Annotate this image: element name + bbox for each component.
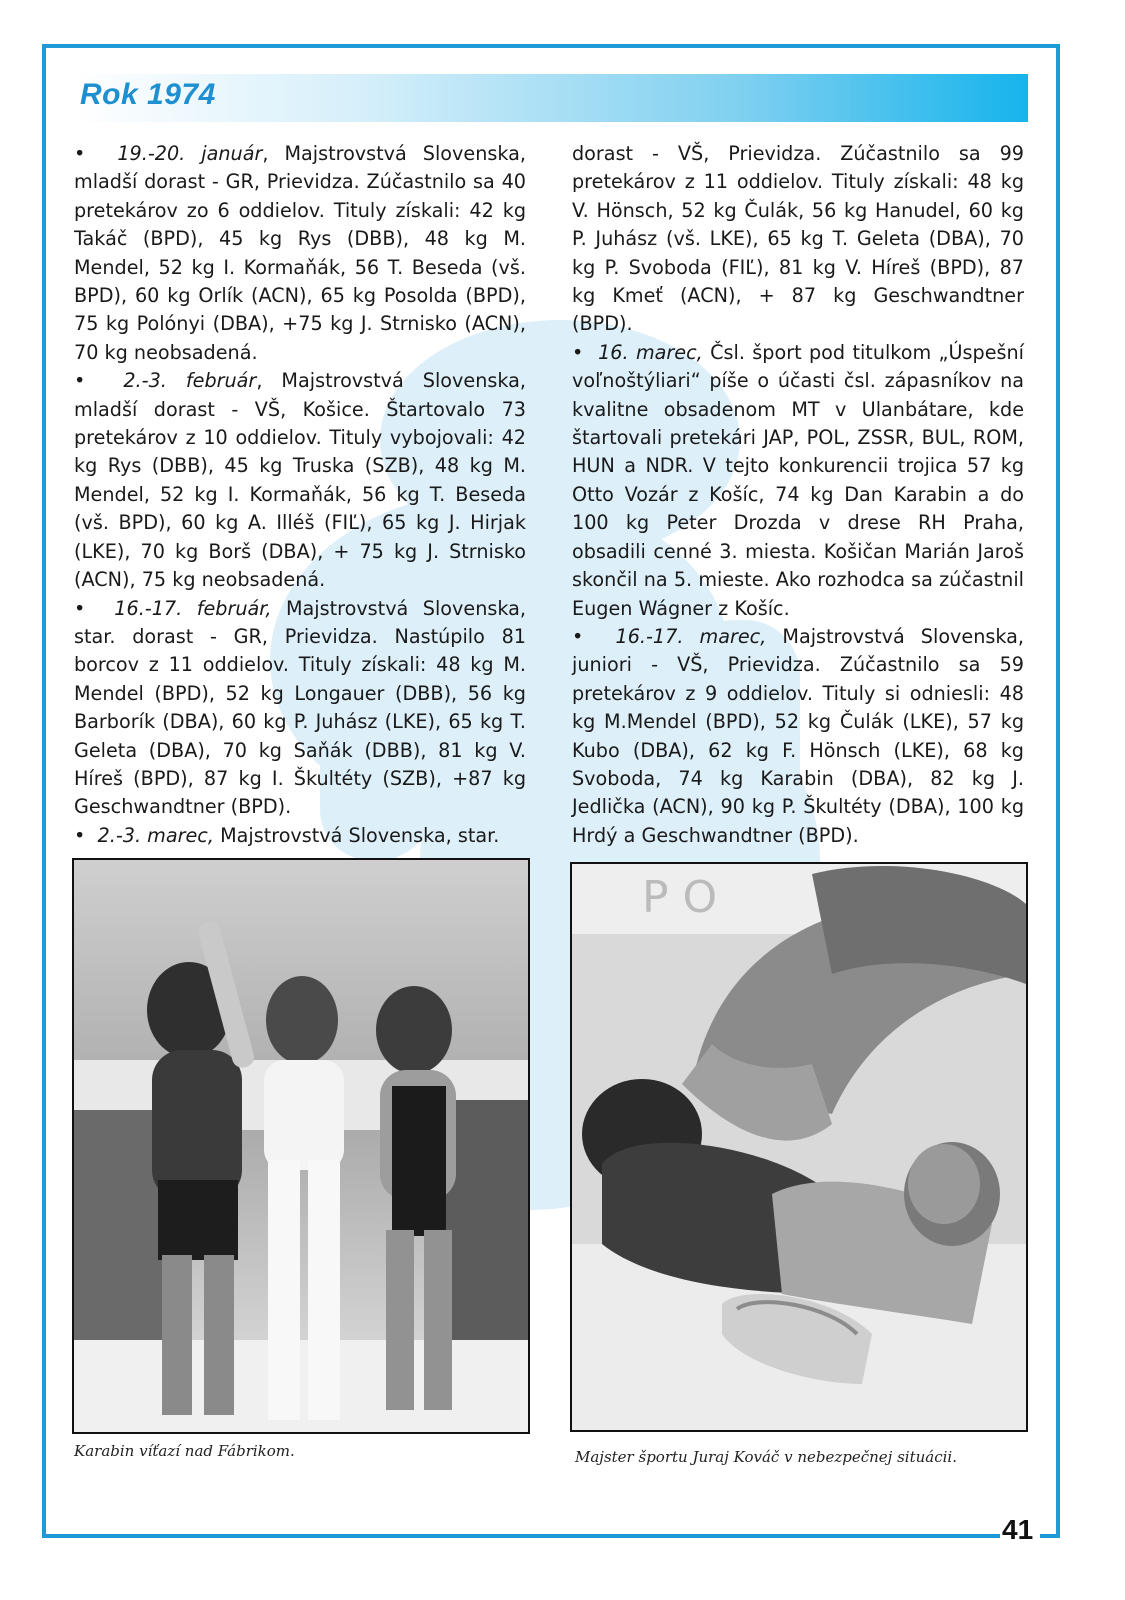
photo-caption-left: Karabin víťazí nad Fábrikom. (74, 1442, 295, 1460)
photo-wrestling-match (570, 862, 1028, 1432)
text-column-right (572, 140, 1024, 850)
text-column-left (74, 140, 526, 850)
entry-text: Majstrovstvá Slovenska, juniori - VŠ, Prievidza. Zúčastnilo sa 59 pretekárov z 9 oddielov. Tituly si odniesli: 48 kg M.Mendel (BPD), 52 kg Čulák (LKE), 57 kg Kubo (DBA), 62 kg F. Hönsch (LKE), 68 kg Svoboda, 74 kg Karabin (DBA), 82 kg J. Jedlička (ACN), 90 kg P. Škultéty (DBA), 100 kg Hrdý a Geschwandtner (BPD). (572, 624, 1025, 847)
frame-bottom-rule (42, 1534, 1000, 1538)
entry-date: 16.-17. marec, (615, 624, 767, 648)
paragraph: • 2.-3. marec, Majstrovstvá Slovenska, star. (74, 823, 500, 847)
photo-image (74, 860, 528, 1432)
entry-text: Čsl. šport pod titulkom „Úspešní voľnoštýliari“ píše o účasti čsl. zápasníkov na kvalitne obsadenom MT v Ulanbátare, kde štartovali pretekári JAP, POL, ZSSR, BUL, ROM, HUN a NDR. V tejto konkurencii trojica 57 kg Otto Vozár z Košíc, 74 kg Dan Karabin a do 100 kg Peter Drozda v drese RH Praha, obsadili cenné 3. miesta. Košičan Marián Jaroš skončil na 5. mieste. Ako rozhodca sa zúčastnil Eugen Wágner z Košíc. (572, 340, 1024, 620)
entry-date: 16.-17. február, (114, 596, 272, 620)
entry-text: Majstrovstvá Slovenska, star. dorast - GR, Prievidza. Nastúpilo 81 borcov z 11 oddielov. Tituly získali: 48 kg M. Mendel (BPD), 52 kg Longauer (DBB), 56 kg Barborík (DBA), 60 kg P. Juhász (LKE), 65 kg T. Geleta (DBA), 70 kg Saňák (DBB), 81 kg V. Híreš (BPD), 87 kg I. Škultéty (SZB), +87 kg Geschwandtner (BPD). (74, 596, 526, 819)
paragraph: • 16.-17. marec, Majstrovstvá Slovenska, juniori - VŠ, Prievidza. Zúčastnilo sa 59 pretekárov z 9 oddielov. Tituly si odniesli: 48 kg M.Mendel (BPD), 52 kg Čulák (LKE), 57 kg Kubo (DBA), 62 kg F. Hönsch (LKE), 68 kg Svoboda, 74 kg Karabin (DBA), 82 kg J. Jedlička (ACN), 90 kg P. Škultéty (DBA), 100 kg Hrdý a Geschwandtner (BPD). (572, 624, 1025, 847)
entry-text: Majstrovstvá Slovenska, star. (213, 823, 500, 847)
entry-text: , Majstrovstvá Slovenska, mladší dorast - GR, Prievidza. Zúčastnilo sa 40 pretekárov zo 6 oddielov. Tituly získali: 42 kg Takáč (BPD), 45 kg Rys (DBB), 48 kg M. Mendel, 52 kg I. Kormaňák, 56 T. Beseda (vš. BPD), 60 kg Orlík (ACN), 65 kg Posolda (BPD), 75 kg Polónyi (DBA), +75 kg J. Strnisko (ACN), 70 kg neobsadená. (74, 142, 526, 364)
entry-text: , Majstrovstvá Slovenska, mladší dorast - VŠ, Košice. Štartovalo 73 pretekárov z 10 oddielov. Tituly vybojovali: 42 kg Rys (DBB), 45 kg Truska (SZB), 48 kg M. Mendel, 52 kg I. Kormaňák, 56 kg T. Beseda (vš. BPD), 60 kg A. Illéš (FIĽ), 65 kg J. Hirjak (LKE), 70 kg Borš (DBA), + 75 kg J. Strnisko (ACN), 75 kg neobsadená. (74, 369, 526, 592)
paragraph (572, 140, 1024, 339)
paragraph: • 16. marec, Čsl. šport pod titulkom „Úspešní voľnoštýliari“ píše o účasti čsl. zápasníkov na kvalitne obsadenom MT v Ulanbátare, kde štartovali pretekári JAP, POL, ZSSR, BUL, ROM, HUN a NDR. V tejto konkurencii trojica 57 kg Otto Vozár z Košíc, 74 kg Dan Karabin a do 100 kg Peter Drozda v drese RH Praha, obsadili cenné 3. miesta. Košičan Marián Jaroš skončil na 5. mieste. Ako rozhodca sa zúčastnil Eugen Wágner z Košíc. (572, 340, 1024, 620)
frame-bottom-rule-right (1040, 1534, 1060, 1538)
entry-date: 16. marec, (598, 340, 703, 364)
entry-date: 2.-3. február (123, 369, 257, 393)
entry-date: 19.-20. január (117, 142, 263, 165)
photo-image (572, 864, 1026, 1430)
paragraph: • 19.-20. január, Majstrovstvá Slovenska, mladší dorast - GR, Prievidza. Zúčastnilo sa 40 pretekárov zo 6 oddielov. Tituly získali: 42 kg Takáč (BPD), 45 kg Rys (DBB), 48 kg M. Mendel, 52 kg I. Kormaňák, 56 T. Beseda (vš. BPD), 60 kg Orlík (ACN), 65 kg Posolda (BPD), 75 kg Polónyi (DBA), +75 kg J. Strnisko (ACN), 70 kg neobsadená. (74, 142, 526, 364)
svg-text:P O: P O (642, 872, 718, 923)
page-title: Rok 1974 (80, 78, 216, 111)
paragraph: • 16.-17. február, Majstrovstvá Slovenska, star. dorast - GR, Prievidza. Nastúpilo 81 borcov z 11 oddielov. Tituly získali: 48 kg M. Mendel (BPD), 52 kg Longauer (DBB), 56 kg Barborík (DBA), 60 kg P. Juhász (LKE), 65 kg T. Geleta (DBA), 70 kg Saňák (DBB), 81 kg V. Híreš (BPD), 87 kg I. Škultéty (SZB), +87 kg Geschwandtner (BPD). (74, 596, 526, 819)
entry-text: dorast - VŠ, Prievidza. Zúčastnilo sa 99 pretekárov z 11 oddielov. Tituly získali: 48 kg V. Hönsch, 52 kg Čulák, 56 kg Hanudel, 60 kg P. Juhász (vš. LKE), 65 kg T. Geleta (DBA), 70 kg P. Svoboda (FIĽ), 81 kg V. Híreš (BPD), 87 kg Kmeť (ACN), + 87 kg Geschwandtner (BPD). (572, 142, 1024, 336)
photo-referee-raising-hand (72, 858, 530, 1434)
photo-caption-right: Majster športu Juraj Kováč v nebezpečnej situácii. (575, 1448, 957, 1466)
page-number: 41 (1002, 1514, 1034, 1545)
entry-date: 2.-3. marec, (97, 823, 214, 847)
paragraph: • 2.-3. február, Majstrovstvá Slovenska, mladší dorast - VŠ, Košice. Štartovalo 73 pretekárov z 10 oddielov. Tituly vybojovali: 42 kg Rys (DBB), 45 kg Truska (SZB), 48 kg M. Mendel, 52 kg I. Kormaňák, 56 kg T. Beseda (vš. BPD), 60 kg A. Illéš (FIĽ), 65 kg J. Hirjak (LKE), 70 kg Borš (DBA), + 75 kg J. Strnisko (ACN), 75 kg neobsadená. (74, 369, 526, 592)
